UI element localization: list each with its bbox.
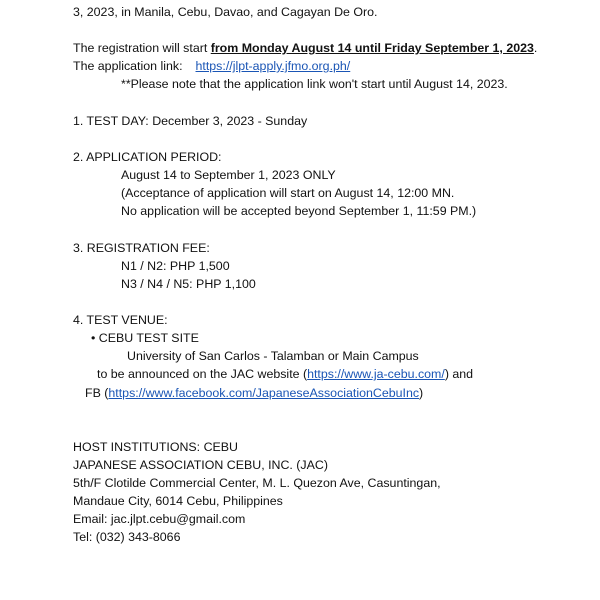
registration-period: from Monday August 14 until Friday September 1, 2023 <box>210 41 534 55</box>
application-note: **Please note that the application link won't start until August 14, 2023. <box>121 77 508 91</box>
cebu-test-site: • CEBU TEST SITE <box>91 331 199 345</box>
test-venue-heading: 4. TEST VENUE: <box>73 313 168 327</box>
venue-fb-line <box>85 385 423 401</box>
venue-announce-line <box>97 366 473 382</box>
application-period-heading: 2. APPLICATION PERIOD: <box>73 150 222 164</box>
host-name: JAPANESE ASSOCIATION CEBU, INC. (JAC) <box>73 458 328 472</box>
application-period-end: No application will be accepted beyond September 1, 11:59 PM.) <box>121 204 477 218</box>
host-heading: HOST INSTITUTIONS: CEBU <box>73 440 238 454</box>
test-day: 1. TEST DAY: December 3, 2023 - Sunday <box>73 114 308 128</box>
host-address-line1: 5th/F Clotilde Commercial Center, M. L. Quezon Ave, Casuntingan, <box>73 476 441 490</box>
application-link[interactable]: https://jlpt-apply.jfmo.org.ph/ <box>195 59 351 73</box>
registration-suffix: . <box>533 41 538 55</box>
jac-website-link[interactable]: https://www.ja-cebu.com/ <box>307 367 445 381</box>
application-period-start: (Acceptance of application will start on August 14, 12:00 MN. <box>121 186 455 200</box>
host-email: Email: jac.jlpt.cebu@gmail.com <box>73 512 246 526</box>
fee-n1-n2: N1 / N2: PHP 1,500 <box>121 259 230 273</box>
application-period-dates: August 14 to September 1, 2023 ONLY <box>121 168 336 182</box>
registration-line <box>73 40 537 56</box>
announce-suffix: ) and <box>444 367 474 381</box>
fb-prefix: FB ( <box>85 386 109 400</box>
intro-line: 3, 2023, in Manila, Cebu, Davao, and Cagayan De Oro. <box>73 5 378 19</box>
announce-prefix: to be announced on the JAC website ( <box>97 367 308 381</box>
facebook-link[interactable]: https://www.facebook.com/JapaneseAssociationCebuInc <box>108 386 420 400</box>
host-address-line2: Mandaue City, 6014 Cebu, Philippines <box>73 494 283 508</box>
fee-n3-n5: N3 / N4 / N5: PHP 1,100 <box>121 277 256 291</box>
application-link-line <box>73 58 350 74</box>
fb-suffix: ) <box>419 386 424 400</box>
application-link-label: The application link: <box>73 59 183 73</box>
registration-prefix: The registration will start <box>73 41 211 55</box>
registration-fee-heading: 3. REGISTRATION FEE: <box>73 241 210 255</box>
host-tel: Tel: (032) 343-8066 <box>73 530 181 544</box>
venue-campus: University of San Carlos - Talamban or Main Campus <box>127 349 419 363</box>
